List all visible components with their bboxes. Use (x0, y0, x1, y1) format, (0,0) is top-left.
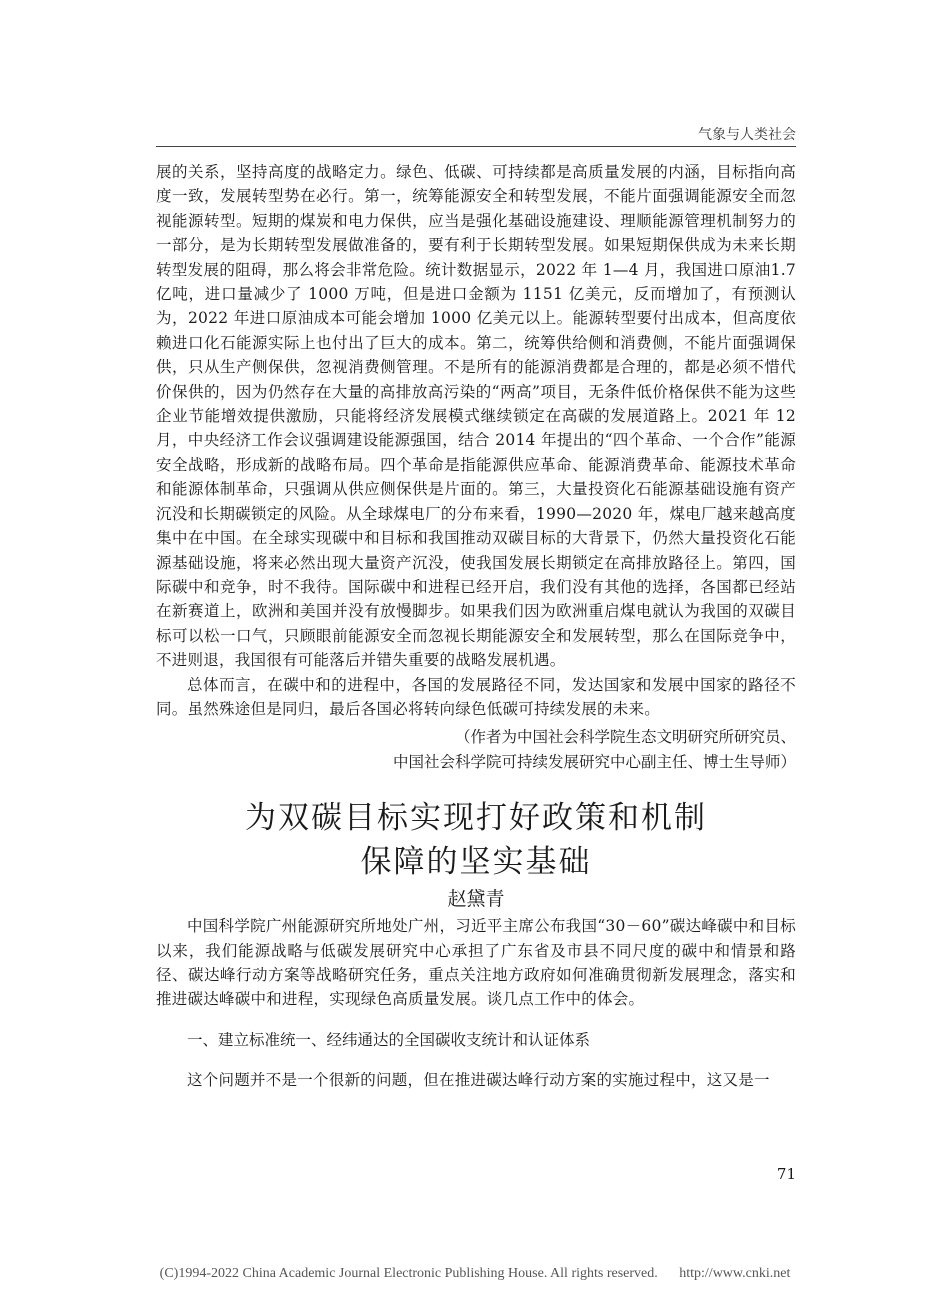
article-title-line-2: 保障的坚实基础 (360, 844, 592, 881)
affiliation-line-2: 中国社会科学院可持续发展研究中心副主任、博士生导师） (392, 752, 796, 771)
body-paragraph-continued: 展的关系，坚持高度的战略定力。绿色、低碳、可持续都是高质量发展的内涵，目标指向高度一致，发展转型势在必行。第一，统筹能源安全和转型发展，不能片面强调能源安全而忽视能源转型。短期的煤炭和电力保供，应当是强化基础设施建设、理顺能源管理机制努力的一部分，是为长期转型发展做准备的，要有利于长期转型发展。如果短期保供成为未来长期转型发展的阻碍，那么将会非常危险。统计数据显示，2022 年 1—4 月，我国进口原油1.7 亿吨，进口量减少了 1000 万吨，但是进口金额为 1151 亿美元，反而增加了，有预测认为，2022 年进口原油成本可能会增加 1000 亿美元以上。能源转型要付出成本，但高度依赖进口化石能源实际上也付出了巨大的成本。第二，统筹供给侧和消费侧，不能片面强调保供，只从生产侧保供，忽视消费侧管理。不是所有的能源消费都是合理的，都是必须不惜代价保供的，因为仍然存在大量的高排放高污染的“两高”项目，无条件低价格保供不能为这些企业节能增效提供激励，只能将经济发展模式继续锁定在高碳的发展道路上。2021 年 12 月，中央经济工作会议强调建设能源强国，结合 2014 年提出的“四个革命、一个合作”能源安全战略，形成新的战略布局。四个革命是指能源供应革命、能源消费革命、能源技术革命和能源体制革命，只强调从供应侧保供是片面的。第三，大量投资化石能源基础设施有资产沉没和长期碳锁定的风险。从全球煤电厂的分布来看，1990—2020 年，煤电厂越来越高度集中在中国。在全球实现碳中和目标和我国推动双碳目标的大背景下，仍然大量投资化石能源基础设施，将来必然出现大量资产沉没，使我国发展长期锁定在高排放路径上。第四，国际碳中和竞争，时不我待。国际碳中和进程已经开启，我们没有其他的选择，各国都已经站在新赛道上，欧洲和美国并没有放慢脚步。如果我们因为欧洲重启煤电就认为我国的双碳目标可以松一口气，只顾眼前能源安全而忽视长期能源安全和发展转型，那么在国际竞争中，不进则退，我国很有可能落后并错失重要的战略发展机遇。 (156, 163, 796, 670)
article-intro: 中国科学院广州能源研究所地处广州，习近平主席公布我国“30－60”碳达峰碳中和目标以来，我们能源战略与低碳发展研究中心承担了广东省及市县不同尺度的碳中和情景和路径、碳达峰行动方案等战略研究任务，重点关注地方政府如何准确贯彻新发展理念，落实和推进碳达峰碳中和进程，实现绿色高质量发展。谈几点工作中的体会。 (156, 917, 796, 1009)
page-number: 71 (776, 1165, 796, 1183)
article-title (156, 796, 796, 884)
author-affiliation (156, 725, 796, 774)
copyright-footer (0, 1266, 950, 1282)
copyright-text: (C)1994-2022 China Academic Journal Electronic Publishing House. All rights reserved. (159, 1266, 658, 1281)
body-paragraph-conclusion: 总体而言，在碳中和的进程中，各国的发展路径不同，发达国家和发展中国家的路径不同。虽然殊途但是同归，最后各国必将转向绿色低碳可持续发展的未来。 (156, 675, 796, 718)
article-title-line-1: 为双碳目标实现打好政策和机制 (245, 800, 707, 837)
running-header: 气象与人类社会 (698, 127, 796, 143)
affiliation-line-1: （作者为中国社会科学院生态文明研究所研究员、 (454, 728, 796, 747)
header-rule (156, 146, 796, 147)
page-content (156, 160, 796, 1093)
article-author: 赵黛青 (447, 888, 505, 911)
section-heading: 一、建立标准统一、经纬通达的全国碳收支统计和认证体系 (187, 1030, 591, 1049)
section-paragraph: 这个问题并不是一个很新的问题，但在推进碳达峰行动方案的实施过程中，这又是一 (187, 1071, 770, 1090)
footer-url[interactable]: http://www.cnki.net (679, 1266, 791, 1281)
